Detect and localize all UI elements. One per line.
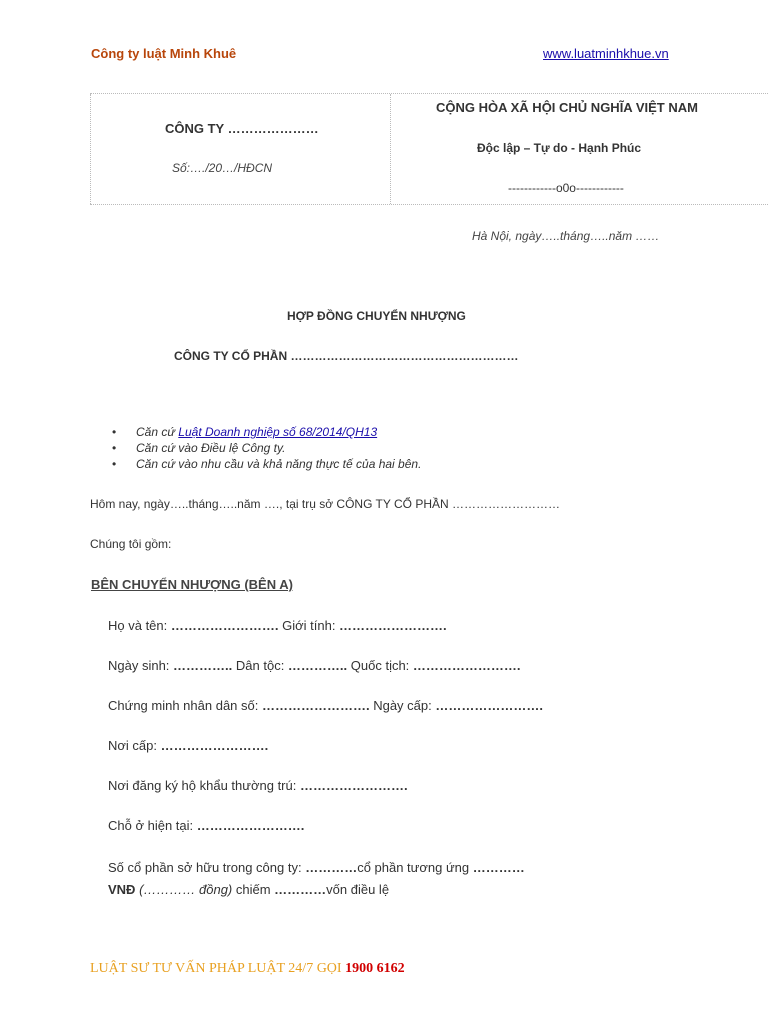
field-blank: ……………………. bbox=[339, 618, 447, 633]
field-blank: ……………………. bbox=[160, 738, 269, 753]
field-label: Chỗ ở hiện tại: bbox=[108, 818, 197, 833]
list-item bbox=[112, 424, 421, 440]
document-number: Số:…./20…/HĐCN bbox=[172, 161, 273, 175]
field-label: Nơi cấp: bbox=[108, 738, 161, 753]
field-label: cổ phần tương ứng bbox=[357, 860, 473, 875]
field-blank: ……………………. bbox=[170, 618, 279, 633]
field-label: Dân tộc: bbox=[232, 658, 288, 673]
field-label: Họ và tên: bbox=[108, 618, 171, 633]
field-current-address bbox=[108, 818, 304, 833]
field-blank: ………….. bbox=[287, 658, 348, 673]
field-blank: ………… bbox=[305, 860, 358, 875]
field-blank: ………… bbox=[472, 860, 525, 875]
amount-blank: (………… đồng) bbox=[135, 882, 233, 897]
field-label: Quốc tịch: bbox=[347, 658, 413, 673]
field-label: chiếm bbox=[232, 882, 275, 897]
field-shares-owned bbox=[108, 860, 525, 875]
law-link[interactable]: Luật Doanh nghiệp số 68/2014/QH13 bbox=[178, 425, 378, 439]
footer-text: LUẬT SƯ TƯ VẤN PHÁP LUẬT 24/7 GỌI bbox=[90, 961, 346, 976]
field-label: Chứng minh nhân dân số: bbox=[108, 698, 262, 713]
field-birth-ethnic-nationality bbox=[108, 658, 521, 673]
list-item: • Căn cứ vào nhu cầu và khả năng thực tế của hai bên. bbox=[112, 456, 421, 472]
field-blank: ……………………. bbox=[412, 658, 521, 673]
field-blank: ……………………. bbox=[299, 778, 408, 793]
section-party-a: BÊN CHUYỂN NHƯỢNG (BÊN A) bbox=[91, 577, 293, 592]
parties-intro: Chúng tôi gồm: bbox=[90, 537, 172, 551]
field-label: Giới tính: bbox=[278, 618, 340, 633]
footer-hotline bbox=[90, 961, 405, 977]
national-title: CỘNG HÒA XÃ HỘI CHỦ NGHĨA VIỆT NAM bbox=[436, 100, 698, 115]
field-blank: ……………………. bbox=[261, 698, 370, 713]
national-motto: Độc lập – Tự do - Hạnh Phúc bbox=[477, 141, 642, 155]
left-company-title: CÔNG TY ………………… bbox=[165, 121, 319, 136]
field-blank: ………… bbox=[274, 882, 327, 897]
website-link[interactable]: www.luatminhkhue.vn bbox=[543, 46, 669, 61]
contract-title: HỢP ĐỒNG CHUYỂN NHƯỢNG bbox=[287, 309, 466, 323]
meeting-line: Hôm nay, ngày…..tháng…..năm …., tại trụ sở CÔNG TY CỔ PHẦN ……………………… bbox=[90, 497, 560, 511]
field-share-value bbox=[108, 882, 389, 897]
list-item: • Căn cứ vào Điều lệ Công ty. bbox=[112, 440, 421, 456]
legal-bases-list bbox=[112, 424, 421, 472]
date-line: Hà Nội, ngày…..tháng…..năm …… bbox=[472, 229, 660, 243]
field-label: Số cổ phần sở hữu trong công ty: bbox=[108, 860, 306, 875]
field-permanent-residence bbox=[108, 778, 408, 793]
motto-separator: ------------o0o------------ bbox=[508, 181, 624, 195]
field-label: Ngày cấp: bbox=[369, 698, 436, 713]
basis-prefix: Căn cứ bbox=[136, 425, 179, 439]
field-blank: ……………………. bbox=[435, 698, 543, 713]
field-blank: ………….. bbox=[173, 658, 233, 673]
field-full-name bbox=[108, 618, 447, 633]
company-name: Công ty luật Minh Khuê bbox=[91, 46, 237, 61]
subtitle-dots: ………………………………………………… bbox=[290, 349, 519, 363]
subtitle-label: CÔNG TY CỔ PHẦN bbox=[174, 349, 288, 363]
currency-label: VNĐ bbox=[108, 882, 136, 897]
field-blank: ……………………. bbox=[196, 818, 305, 833]
field-issue-place bbox=[108, 738, 268, 753]
field-label: Nơi đăng ký hộ khẩu thường trú: bbox=[108, 778, 300, 793]
field-label: vốn điều lệ bbox=[326, 882, 390, 897]
hotline-number[interactable]: 1900 6162 bbox=[345, 961, 405, 976]
contract-subtitle bbox=[174, 349, 518, 363]
field-id-card bbox=[108, 698, 543, 713]
field-label: Ngày sinh: bbox=[108, 658, 174, 673]
